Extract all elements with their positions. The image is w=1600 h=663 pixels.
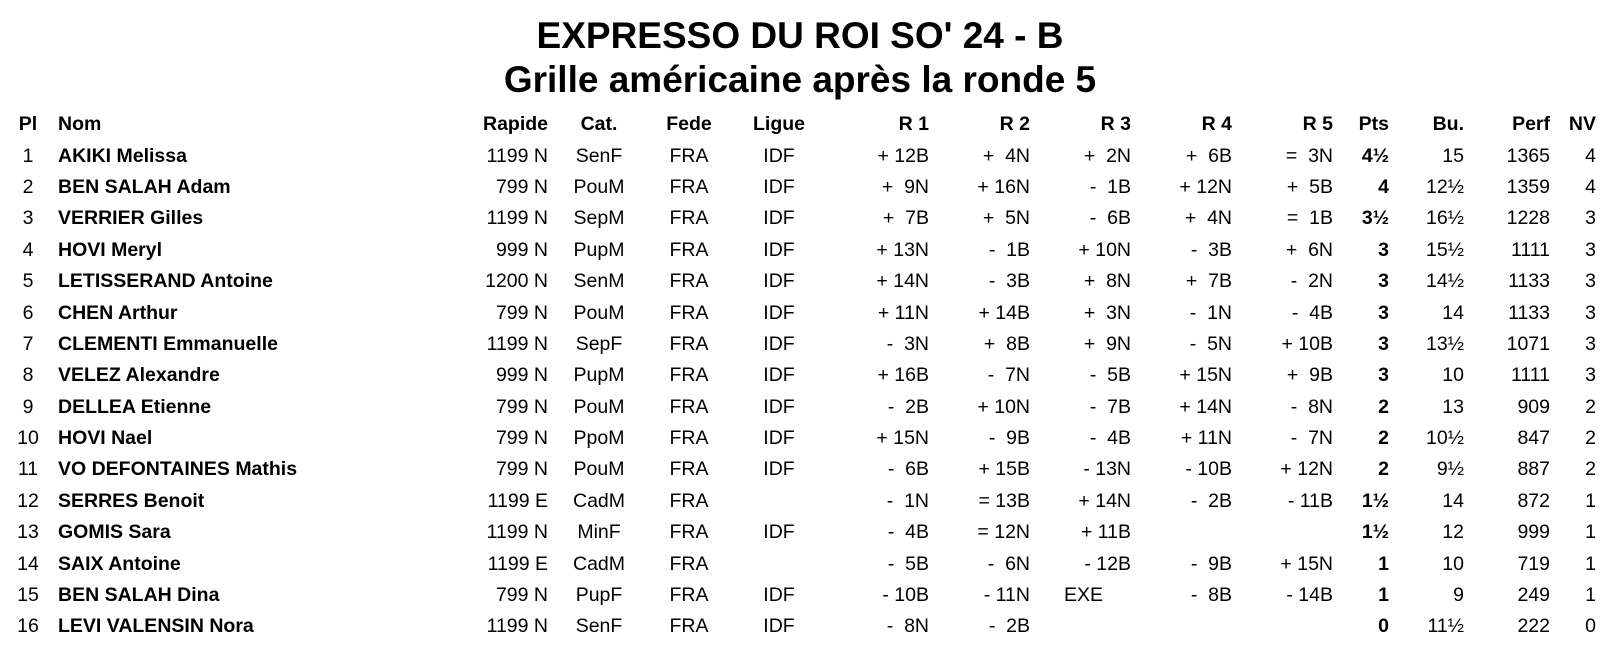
cell-r4: - 5N xyxy=(1189,332,1232,355)
cell-pl: 6 xyxy=(22,301,34,324)
cell-pl: 15 xyxy=(17,584,39,607)
cell-perf: 1111 xyxy=(1510,238,1550,261)
cell-r2: + 4N xyxy=(982,144,1030,167)
table-row xyxy=(8,611,1600,642)
col-header-nom: Nom xyxy=(58,113,102,136)
cell-pl: 5 xyxy=(22,270,34,293)
cell-rapide: 1199 N xyxy=(486,144,548,167)
cell-bu: 14½ xyxy=(1426,270,1464,293)
cell-r2: = 13B xyxy=(978,489,1030,512)
cell-rapide: 799 N xyxy=(495,458,548,481)
cell-r1: - 2B xyxy=(887,395,929,418)
cell-r1: - 3N xyxy=(886,332,929,355)
cell-perf: 222 xyxy=(1517,615,1550,638)
cell-r3: - 13N xyxy=(1083,458,1131,481)
cell-r5: = 3N xyxy=(1285,144,1333,167)
cell-cat: MinF xyxy=(577,521,621,544)
cell-cat: SenM xyxy=(573,270,625,293)
cell-perf: 249 xyxy=(1517,584,1550,607)
cell-ligue: IDF xyxy=(763,521,795,544)
page-title: EXPRESSO DU ROI SO' 24 - B xyxy=(536,15,1064,56)
cell-nom: LEVI VALENSIN Nora xyxy=(58,615,254,638)
cell-rapide: 1199 N xyxy=(486,521,548,544)
cell-r2: - 1B xyxy=(988,238,1030,261)
cell-r4: + 14N xyxy=(1179,395,1232,418)
cell-fede: FRA xyxy=(669,175,709,198)
cell-r1: - 6B xyxy=(887,458,929,481)
col-header-perf: Perf xyxy=(1512,113,1550,136)
cell-nv: 3 xyxy=(1585,301,1596,324)
table-row xyxy=(8,580,1600,611)
cell-nom: BEN SALAH Adam xyxy=(58,175,231,198)
cell-pl: 10 xyxy=(17,427,39,450)
cell-r2: + 16N xyxy=(977,175,1030,198)
cell-cat: SenF xyxy=(575,144,623,167)
cell-r4: + 6B xyxy=(1185,144,1232,167)
col-header-cat: Cat. xyxy=(580,113,618,136)
cell-r5: + 5B xyxy=(1286,175,1333,198)
cell-cat: PouM xyxy=(573,395,625,418)
cell-perf: 1365 xyxy=(1506,144,1550,167)
cell-fede: FRA xyxy=(669,144,709,167)
cell-bu: 15 xyxy=(1442,144,1464,167)
cell-r2: = 12N xyxy=(977,521,1030,544)
cell-nv: 2 xyxy=(1585,427,1596,450)
cell-r4: + 11N xyxy=(1180,427,1232,450)
cell-r4: + 12N xyxy=(1179,175,1232,198)
cell-fede: FRA xyxy=(669,427,709,450)
cell-nv: 3 xyxy=(1585,270,1596,293)
cell-r5: - 4B xyxy=(1291,301,1333,324)
cell-r1: - 8N xyxy=(886,615,929,638)
cell-ligue xyxy=(734,486,824,517)
cell-r3: - 7B xyxy=(1089,395,1131,418)
cell-pl: 7 xyxy=(22,332,34,355)
cell-perf: 872 xyxy=(1517,489,1550,512)
cell-r1: + 11N xyxy=(877,301,929,324)
cell-bu: 13½ xyxy=(1426,332,1464,355)
cell-pts: 3 xyxy=(1378,332,1389,355)
header xyxy=(0,0,1600,102)
cell-rapide: 799 N xyxy=(495,584,548,607)
cell-pl: 4 xyxy=(22,238,34,261)
cell-r3: EXE xyxy=(1063,584,1104,607)
table-row xyxy=(8,423,1600,454)
cell-ligue: IDF xyxy=(763,238,795,261)
cell-r4: - 10B xyxy=(1185,458,1232,481)
cell-bu: 10 xyxy=(1442,552,1464,575)
table-row xyxy=(8,548,1600,579)
col-header-r2: R 2 xyxy=(999,113,1030,136)
cell-nv: 1 xyxy=(1585,489,1596,512)
table-row xyxy=(8,172,1600,203)
cell-nv: 3 xyxy=(1585,207,1596,230)
cell-nv: 3 xyxy=(1585,332,1596,355)
cell-cat: SenF xyxy=(575,615,623,638)
cell-pts: 2 xyxy=(1378,427,1389,450)
cell-fede: FRA xyxy=(669,364,709,387)
cell-perf: 887 xyxy=(1517,458,1550,481)
cell-pl: 16 xyxy=(17,615,39,638)
cell-r1: - 5B xyxy=(887,552,929,575)
standings-table xyxy=(8,109,1600,643)
table-row xyxy=(8,203,1600,234)
cell-r4: - 2B xyxy=(1190,489,1232,512)
cell-r3: - 12B xyxy=(1084,552,1131,575)
cell-perf: 909 xyxy=(1517,395,1550,418)
cell-r5: + 10B xyxy=(1281,332,1333,355)
cell-r4 xyxy=(1137,611,1238,642)
cell-r3: + 10N xyxy=(1078,238,1131,261)
cell-bu: 10 xyxy=(1442,364,1464,387)
cell-pts: 3 xyxy=(1378,301,1389,324)
cell-r3: - 5B xyxy=(1089,364,1131,387)
cell-r3: + 11B xyxy=(1080,521,1131,544)
cell-fede: FRA xyxy=(669,458,709,481)
cell-r3: + 3N xyxy=(1083,301,1131,324)
cell-r5: + 15N xyxy=(1280,552,1333,575)
cell-r5 xyxy=(1238,611,1339,642)
cell-rapide: 1199 E xyxy=(487,552,548,575)
cell-ligue xyxy=(734,548,824,579)
cell-nom: LETISSERAND Antoine xyxy=(58,270,273,293)
cell-r4: - 3B xyxy=(1190,238,1232,261)
cell-r5: - 8N xyxy=(1290,395,1333,418)
cell-fede: FRA xyxy=(669,489,709,512)
table-row xyxy=(8,486,1600,517)
cell-r3: + 9N xyxy=(1083,332,1131,355)
cell-ligue: IDF xyxy=(763,144,795,167)
table-row xyxy=(8,297,1600,328)
cell-bu: 12½ xyxy=(1426,175,1464,198)
cell-perf: 1071 xyxy=(1506,332,1550,355)
cell-r2: - 11N xyxy=(983,584,1030,607)
cell-pts: 4½ xyxy=(1361,144,1389,167)
cell-r2: - 7N xyxy=(987,364,1030,387)
table-row xyxy=(8,454,1600,485)
cell-r5: - 11B xyxy=(1287,489,1333,512)
cell-bu: 12 xyxy=(1442,521,1464,544)
cell-cat: SepM xyxy=(573,207,625,230)
cell-r5: - 14B xyxy=(1286,584,1333,607)
col-header-pl: Pl xyxy=(18,113,38,136)
cell-nv: 2 xyxy=(1585,395,1596,418)
cell-pl: 3 xyxy=(22,207,34,230)
col-header-ligue: Ligue xyxy=(753,113,805,136)
cell-pl: 8 xyxy=(22,364,34,387)
table-body xyxy=(8,140,1600,642)
cell-nom: VO DEFONTAINES Mathis xyxy=(58,458,298,481)
cell-rapide: 1199 N xyxy=(486,332,548,355)
cell-pts: 3½ xyxy=(1361,207,1389,230)
cell-fede: FRA xyxy=(669,332,709,355)
cell-pts: 1 xyxy=(1378,552,1389,575)
cell-r2: - 9B xyxy=(988,427,1030,450)
cell-fede: FRA xyxy=(669,615,709,638)
cell-rapide: 799 N xyxy=(495,427,548,450)
cell-r5 xyxy=(1238,517,1339,548)
cell-ligue: IDF xyxy=(763,458,795,481)
cell-r3: - 1B xyxy=(1089,175,1131,198)
cell-nom: VELEZ Alexandre xyxy=(58,364,220,387)
page-subtitle: Grille américaine après la ronde 5 xyxy=(503,59,1097,100)
cell-pts: 0 xyxy=(1378,615,1389,638)
cell-r2: - 6N xyxy=(987,552,1030,575)
cell-r1: + 9N xyxy=(881,175,929,198)
cell-r3 xyxy=(1036,611,1137,642)
cell-nv: 4 xyxy=(1585,175,1596,198)
cell-r2: + 10N xyxy=(977,395,1030,418)
cell-ligue: IDF xyxy=(763,332,795,355)
col-header-fede: Fede xyxy=(666,113,712,136)
cell-r2: - 3B xyxy=(988,270,1030,293)
cell-pl: 13 xyxy=(17,521,39,544)
cell-r4: - 9B xyxy=(1190,552,1232,575)
cell-r3: + 14N xyxy=(1078,489,1131,512)
cell-nv: 1 xyxy=(1585,584,1596,607)
cell-bu: 16½ xyxy=(1426,207,1464,230)
cell-nom: VERRIER Gilles xyxy=(58,207,204,230)
cell-nv: 4 xyxy=(1585,144,1596,167)
cell-ligue: IDF xyxy=(763,364,795,387)
cell-cat: PouM xyxy=(573,458,625,481)
cell-bu: 9 xyxy=(1453,584,1464,607)
cell-r5: - 7N xyxy=(1290,427,1333,450)
cell-ligue: IDF xyxy=(763,270,795,293)
cell-nv: 3 xyxy=(1585,238,1596,261)
cell-rapide: 1199 N xyxy=(486,207,548,230)
cell-r2: + 14B xyxy=(978,301,1030,324)
cell-r3: - 4B xyxy=(1089,427,1131,450)
col-header-rapide: Rapide xyxy=(482,113,548,136)
cell-nom: HOVI Meryl xyxy=(58,238,163,261)
cell-bu: 13 xyxy=(1442,395,1464,418)
cell-r1: + 14N xyxy=(876,270,929,293)
cell-cat: CadM xyxy=(572,489,626,512)
cell-pts: 1 xyxy=(1378,584,1389,607)
cell-cat: SepF xyxy=(575,332,623,355)
cell-pl: 9 xyxy=(22,395,34,418)
table-row xyxy=(8,235,1600,266)
cell-r4: - 1N xyxy=(1189,301,1232,324)
cell-nom: SERRES Benoit xyxy=(58,489,205,512)
cell-r1: - 10B xyxy=(882,584,929,607)
cell-fede: FRA xyxy=(669,552,709,575)
cell-pl: 14 xyxy=(17,552,39,575)
cell-rapide: 799 N xyxy=(495,395,548,418)
cell-cat: CadM xyxy=(572,552,626,575)
cell-nom: HOVI Nael xyxy=(58,427,153,450)
cell-perf: 999 xyxy=(1517,521,1550,544)
cell-pts: 3 xyxy=(1378,270,1389,293)
cell-r3: - 6B xyxy=(1089,207,1131,230)
cell-fede: FRA xyxy=(669,238,709,261)
cell-nv: 0 xyxy=(1585,615,1596,638)
cell-perf: 1133 xyxy=(1508,270,1550,293)
cell-perf: 719 xyxy=(1517,552,1550,575)
col-header-pts: Pts xyxy=(1358,113,1389,136)
cell-ligue: IDF xyxy=(763,175,795,198)
cell-rapide: 999 N xyxy=(495,364,548,387)
cell-fede: FRA xyxy=(669,521,709,544)
col-header-r5: R 5 xyxy=(1302,113,1333,136)
cell-pts: 4 xyxy=(1378,175,1389,198)
cell-rapide: 1200 N xyxy=(485,270,548,293)
cell-r5: - 2N xyxy=(1290,270,1333,293)
cell-nom: AKIKI Melissa xyxy=(58,144,187,167)
cell-r1: - 1N xyxy=(886,489,929,512)
cell-ligue: IDF xyxy=(763,615,795,638)
cell-ligue: IDF xyxy=(763,395,795,418)
cell-pl: 11 xyxy=(17,458,39,481)
cell-nom: GOMIS Sara xyxy=(58,521,171,544)
cell-r4: + 15N xyxy=(1179,364,1232,387)
cell-r1: + 13N xyxy=(876,238,929,261)
cell-nom: CHEN Arthur xyxy=(58,301,178,324)
cell-r5: + 9B xyxy=(1286,364,1333,387)
cell-nom: CLEMENTI Emmanuelle xyxy=(58,332,278,355)
cell-r5: + 6N xyxy=(1285,238,1333,261)
col-header-r3: R 3 xyxy=(1100,113,1131,136)
cell-r4: + 4N xyxy=(1184,207,1232,230)
cell-bu: 14 xyxy=(1442,301,1464,324)
cell-nom: DELLEA Etienne xyxy=(58,395,212,418)
col-header-r1: R 1 xyxy=(898,113,929,136)
cell-bu: 9½ xyxy=(1436,458,1464,481)
cell-r4 xyxy=(1137,517,1238,548)
cell-r5: = 1B xyxy=(1286,207,1333,230)
table-row xyxy=(8,392,1600,423)
col-header-r4: R 4 xyxy=(1201,113,1232,136)
cell-fede: FRA xyxy=(669,207,709,230)
table-header-row xyxy=(8,109,1600,140)
cell-rapide: 1199 N xyxy=(486,615,548,638)
cell-nv: 1 xyxy=(1585,521,1596,544)
cell-pl: 12 xyxy=(17,489,39,512)
cell-perf: 847 xyxy=(1517,427,1550,450)
cell-nv: 2 xyxy=(1585,458,1596,481)
cell-rapide: 1199 E xyxy=(487,489,548,512)
cell-nv: 1 xyxy=(1585,552,1596,575)
cell-r2: + 15B xyxy=(978,458,1030,481)
cell-cat: PouM xyxy=(573,301,625,324)
cell-ligue: IDF xyxy=(763,427,795,450)
cell-r2: + 5N xyxy=(982,207,1030,230)
cell-r2: - 2B xyxy=(988,615,1030,638)
cell-r1: + 7B xyxy=(882,207,929,230)
cell-bu: 14 xyxy=(1442,489,1464,512)
cell-r1: + 12B xyxy=(877,144,929,167)
cell-bu: 15½ xyxy=(1426,238,1464,261)
cell-r3: + 8N xyxy=(1083,270,1131,293)
cell-nom: BEN SALAH Dina xyxy=(58,584,220,607)
cell-cat: PouM xyxy=(573,175,625,198)
cell-fede: FRA xyxy=(669,395,709,418)
cell-cat: PupF xyxy=(575,584,623,607)
cell-pts: 2 xyxy=(1378,395,1389,418)
cell-cat: PpoM xyxy=(573,427,625,450)
table-row xyxy=(8,140,1600,171)
cell-pl: 1 xyxy=(22,144,34,167)
cell-cat: PupM xyxy=(573,364,625,387)
cell-perf: 1111 xyxy=(1510,364,1550,387)
cell-ligue: IDF xyxy=(763,207,795,230)
cell-rapide: 799 N xyxy=(495,301,548,324)
cell-r4: - 8B xyxy=(1190,584,1232,607)
cell-perf: 1359 xyxy=(1506,175,1550,198)
table-row xyxy=(8,517,1600,548)
cell-r1: + 15N xyxy=(876,427,929,450)
cell-nom: SAIX Antoine xyxy=(58,552,181,575)
table-row xyxy=(8,360,1600,391)
cell-nv: 3 xyxy=(1585,364,1596,387)
cell-fede: FRA xyxy=(669,270,709,293)
cell-perf: 1228 xyxy=(1506,207,1550,230)
cell-pts: 2 xyxy=(1378,458,1389,481)
cell-fede: FRA xyxy=(669,584,709,607)
cell-rapide: 999 N xyxy=(495,238,548,261)
cell-r3: + 2N xyxy=(1083,144,1131,167)
table-row xyxy=(8,266,1600,297)
cell-bu: 11½ xyxy=(1427,615,1464,638)
cell-r4: + 7B xyxy=(1185,270,1232,293)
col-header-bu: Bu. xyxy=(1432,113,1464,136)
col-header-nv: NV xyxy=(1568,113,1596,136)
cell-pts: 3 xyxy=(1378,238,1389,261)
cell-pts: 1½ xyxy=(1361,521,1389,544)
cell-pl: 2 xyxy=(22,175,34,198)
cell-r1: + 16B xyxy=(877,364,929,387)
cell-ligue: IDF xyxy=(763,584,795,607)
cell-r2: + 8B xyxy=(983,332,1030,355)
cell-r1: - 4B xyxy=(887,521,929,544)
cell-pts: 1½ xyxy=(1361,489,1389,512)
cell-fede: FRA xyxy=(669,301,709,324)
cell-cat: PupM xyxy=(573,238,625,261)
table-row xyxy=(8,329,1600,360)
cell-rapide: 799 N xyxy=(495,175,548,198)
cell-bu: 10½ xyxy=(1426,427,1464,450)
cell-r5: + 12N xyxy=(1280,458,1333,481)
cell-perf: 1133 xyxy=(1508,301,1550,324)
cell-pts: 3 xyxy=(1378,364,1389,387)
cell-ligue: IDF xyxy=(763,301,795,324)
